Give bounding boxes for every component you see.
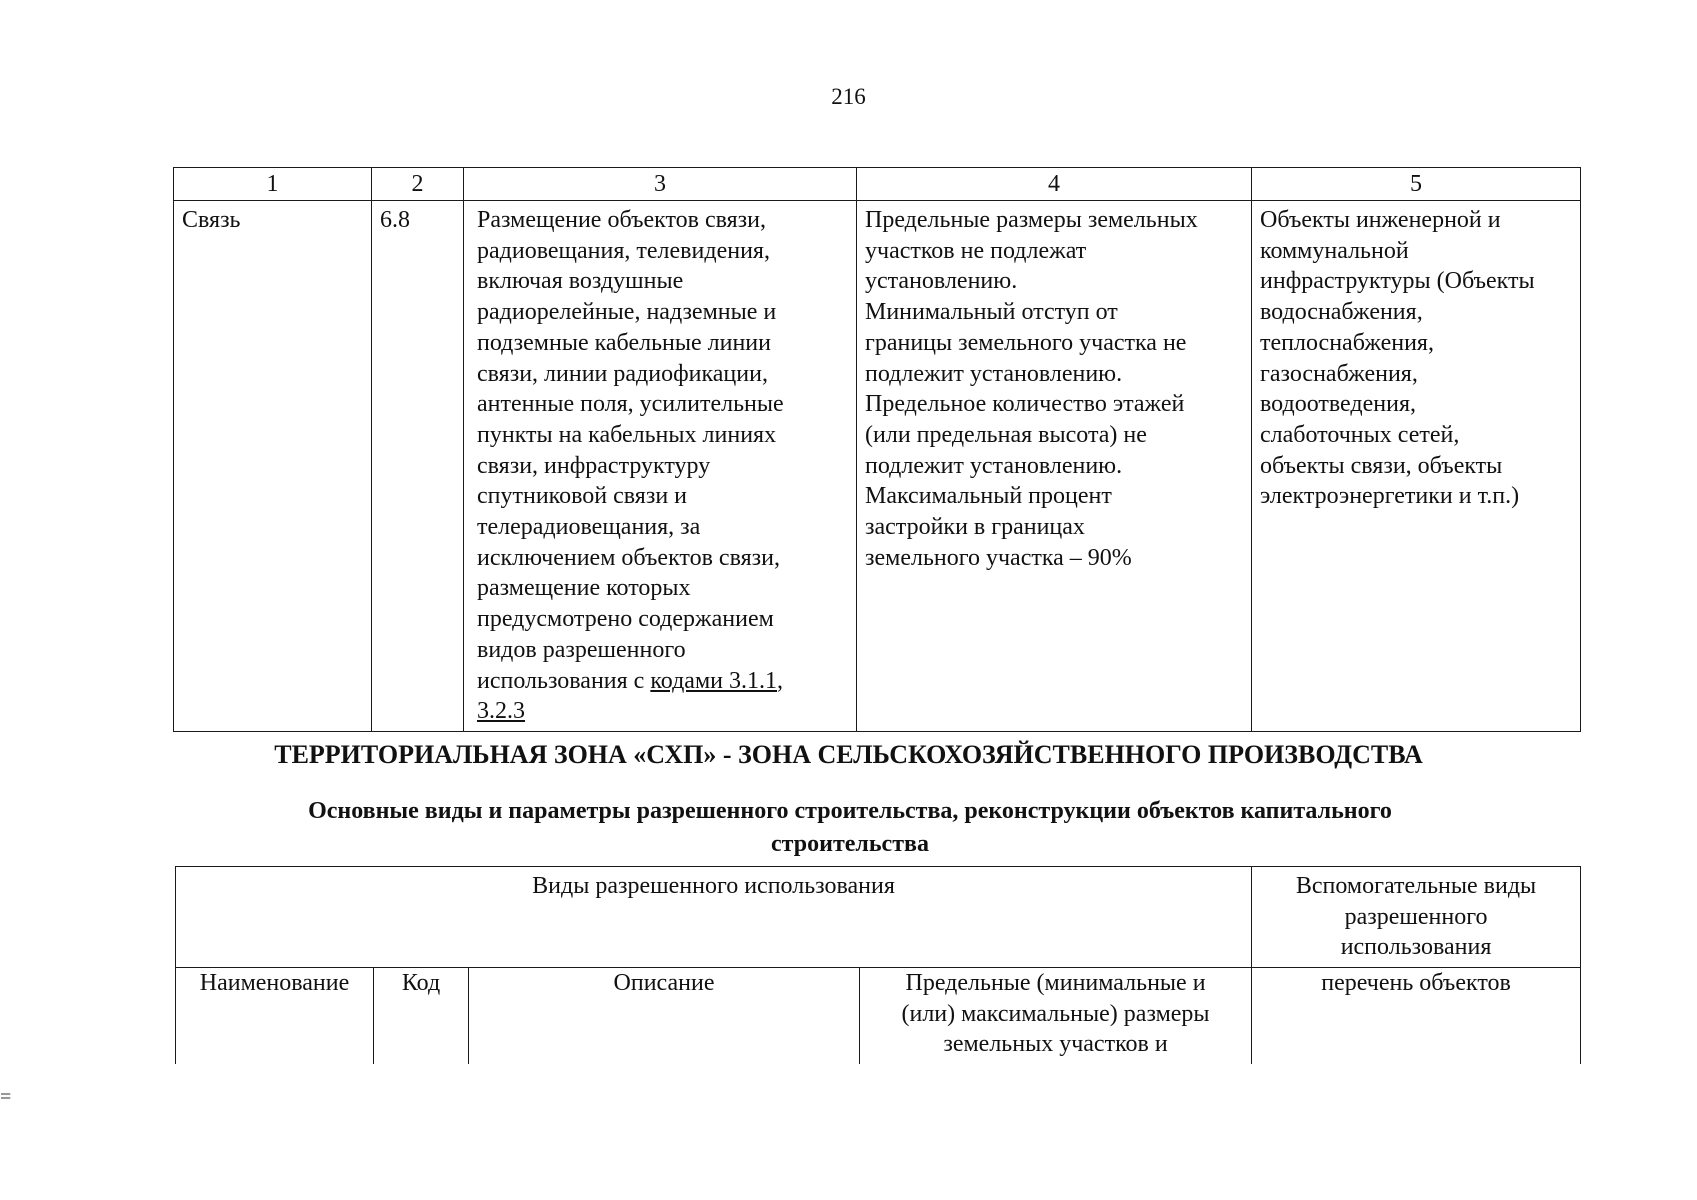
description-line: Размещение объектов связи, [477, 207, 767, 233]
parameters-line: Максимальный процент [865, 483, 1112, 510]
parameters-cell [857, 201, 1252, 732]
parameters-column-header [860, 968, 1252, 1065]
parameters-line: подлежит установлению. [865, 360, 1123, 387]
auxiliary-uses-header [1252, 867, 1581, 968]
column-number-row [174, 168, 1581, 201]
description-line: пункты на кабельных линиях [477, 421, 777, 448]
description-line: исключением объектов связи, [477, 544, 780, 571]
parameters-line: (или предельная высота) не [865, 421, 1147, 448]
auxiliary-line: газоснабжения, [1260, 360, 1418, 387]
auxiliary-line: инфраструктуры (Объекты [1260, 268, 1535, 295]
description-line: предусмотрено содержанием [477, 606, 774, 633]
header-line: использования [1340, 934, 1492, 961]
description-text: , [777, 667, 783, 694]
auxiliary-line: электроэнергетики и т.п.) [1260, 483, 1520, 510]
zone-title: ТЕРРИТОРИАЛЬНАЯ ЗОНА «СХП» - ЗОНА СЕЛЬСКОХОЗЯЙСТВЕННОГО ПРОИЗВОДСТВА [274, 740, 1423, 769]
parameters-line: Предельные размеры земельных [865, 207, 1198, 233]
subtitle-line: Основные виды и параметры разрешенного строительства, реконструкции объектов капитального [308, 798, 1392, 824]
description-line: радиорелейные, надземные и [477, 299, 777, 326]
section-subtitle [250, 795, 1450, 861]
description-line: антенные поля, усилительные [477, 391, 784, 418]
use-description-cell [464, 201, 857, 732]
column-number: 4 [857, 168, 1252, 201]
description-line [477, 696, 848, 727]
code-link[interactable]: кодами 3.1.1 [650, 667, 777, 694]
parameters-line: участков не подлежат [865, 237, 1087, 264]
name-column-header: Наименование [176, 968, 374, 1065]
description-line: связи, линии радиофикации, [477, 360, 768, 387]
subtitle-line: строительства [771, 831, 929, 857]
objects-column-header: перечень объектов [1252, 968, 1581, 1065]
use-name-cell: Связь [174, 201, 372, 732]
auxiliary-line: водоснабжения, [1260, 299, 1423, 326]
header-line: земельных участков и [943, 1031, 1168, 1058]
permitted-use-table-continued [173, 167, 1581, 732]
auxiliary-line: водоотведения, [1260, 391, 1416, 418]
column-number: 1 [174, 168, 372, 201]
auxiliary-line: объекты связи, объекты [1260, 452, 1503, 479]
table-row [174, 201, 1581, 732]
edge-mark: = [0, 1086, 12, 1108]
use-code-cell: 6.8 [372, 201, 464, 732]
column-number: 3 [464, 168, 857, 201]
permitted-use-table-header [175, 866, 1581, 1064]
description-line: спутниковой связи и [477, 483, 687, 510]
parameters-line: застройки в границах [865, 514, 1085, 541]
description-line [477, 666, 848, 697]
description-line: радиовещания, телевидения, [477, 237, 770, 264]
auxiliary-uses-cell [1252, 201, 1581, 732]
description-column-header: Описание [469, 968, 860, 1065]
description-line: видов разрешенного [477, 636, 686, 663]
description-line: подземные кабельные линии [477, 329, 771, 356]
column-header-row [176, 968, 1581, 1065]
page-number: 216 [831, 84, 866, 109]
header-line: (или) максимальные) размеры [901, 1000, 1210, 1027]
parameters-line: земельного участка – 90% [865, 544, 1132, 571]
permitted-uses-group-header: Виды разрешенного использования [176, 867, 1252, 968]
description-line: включая воздушные [477, 268, 684, 295]
auxiliary-line: коммунальной [1260, 237, 1409, 264]
parameters-line: Минимальный отступ от [865, 299, 1118, 326]
description-line: телерадиовещания, за [477, 514, 701, 541]
header-line: Предельные (минимальные и [905, 970, 1206, 996]
auxiliary-line: теплоснабжения, [1260, 329, 1434, 356]
description-text: использования с [477, 667, 651, 694]
code-column-header: Код [374, 968, 469, 1065]
parameters-line: подлежит установлению. [865, 452, 1123, 479]
column-number: 2 [372, 168, 464, 201]
description-line: связи, инфраструктуру [477, 452, 711, 479]
parameters-line: Предельное количество этажей [865, 391, 1185, 418]
description-line: размещение которых [477, 575, 691, 602]
auxiliary-line: слаботочных сетей, [1260, 421, 1460, 448]
header-line: разрешенного [1344, 903, 1488, 930]
code-link[interactable]: 3.2.3 [477, 698, 525, 725]
header-line: Вспомогательные виды [1295, 873, 1537, 899]
column-number: 5 [1252, 168, 1581, 201]
group-header-row [176, 867, 1581, 968]
auxiliary-line: Объекты инженерной и [1260, 207, 1501, 233]
parameters-line: установлению. [865, 268, 1018, 295]
parameters-line: границы земельного участка не [865, 329, 1187, 356]
